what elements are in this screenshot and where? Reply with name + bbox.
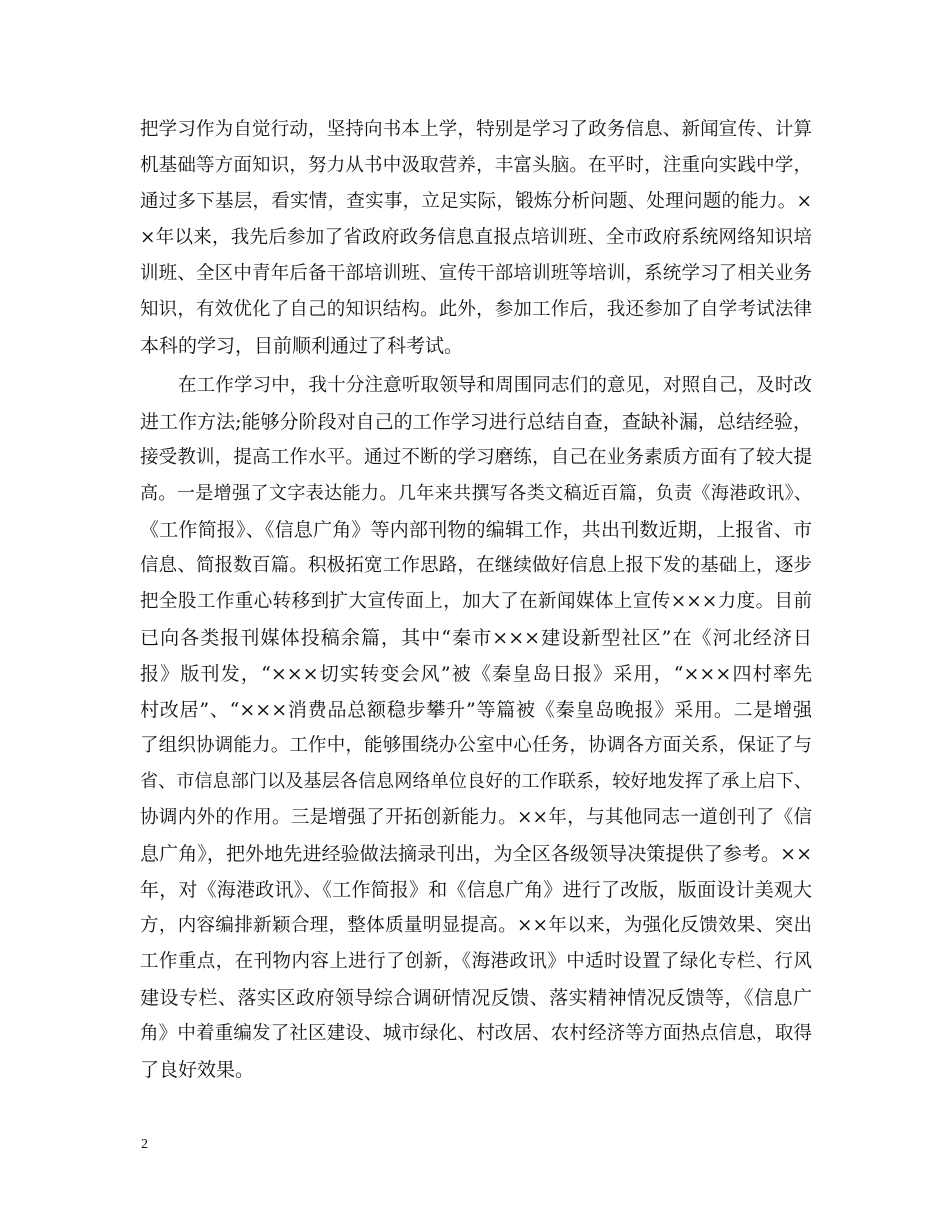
paragraph-2 <box>140 368 812 1088</box>
text-line: 已向各类报刊媒体投稿余篇，其中“秦市×××建设新型社区”在《河北经济日 <box>140 627 812 649</box>
text-line: 建设专栏、落实区政府领导综合调研情况反馈、落实精神情况反馈等，《信息广 <box>140 987 812 1009</box>
text-line: 息广角》，把外地先进经验做法摘录刊出，为全区各级领导决策提供了参考。×× <box>140 843 812 865</box>
text-line: 报》版刊发，“×××切实转变会风”被《秦皇岛日报》采用，“×××四村率先 <box>140 663 812 685</box>
text-line: 本科的学习，目前顺利通过了科考试。 <box>140 335 464 357</box>
text-line: 进工作方法;能够分阶段对自己的工作学习进行总结自查，查缺补漏，总结经验， <box>140 411 812 433</box>
text-line: 《工作简报》、《信息广角》等内部刊物的编辑工作，共出刊数近期，上报省、市 <box>140 519 812 541</box>
text-line: 知识，有效优化了自己的知识结构。此外，参加工作后，我还参加了自学考试法律 <box>140 299 812 320</box>
text-line: 在工作学习中，我十分注意听取领导和周围同志们的意见，对照自己，及时改 <box>178 375 812 396</box>
text-line: 训班、全区中青年后备干部培训班、宣传干部培训班等培训，系统学习了相关业务 <box>140 263 812 284</box>
paragraph-1 <box>140 112 812 364</box>
document-body <box>140 112 812 1088</box>
page-number: 2 <box>141 1137 148 1152</box>
text-line: 机基础等方面知识，努力从书中汲取营养，丰富头脑。在平时，注重向实践中学， <box>140 155 812 176</box>
text-line: 角》中着重编发了社区建设、城市绿化、村改居、农村经济等方面热点信息，取得 <box>140 1023 812 1044</box>
text-line: 工作重点，在刊物内容上进行了创新，《海港政讯》中适时设置了绿化专栏、行风 <box>140 951 812 972</box>
text-line: 协调内外的作用。三是增强了开拓创新能力。××年，与其他同志一道创刊了《信 <box>140 807 812 828</box>
text-line: 了组织协调能力。工作中，能够围绕办公室中心任务，协调各方面关系，保证了与 <box>140 735 812 756</box>
text-line: 把全股工作重心转移到扩大宣传面上，加大了在新闻媒体上宣传×××力度。目前 <box>140 591 812 612</box>
text-line: 把学习作为自觉行动，坚持向书本上学，特别是学习了政务信息、新闻宣传、计算 <box>140 119 812 140</box>
text-line: 通过多下基层，看实情，查实事，立足实际，锻炼分析问题、处理问题的能力。× <box>140 191 812 212</box>
text-line: 信息、简报数百篇。积极拓宽工作思路，在继续做好信息上报下发的基础上，逐步 <box>140 555 812 576</box>
text-line: 接受教训，提高工作水平。通过不断的学习磨练，自己在业务素质方面有了较大提 <box>140 447 812 468</box>
text-line: 年，对《海港政讯》、《工作简报》和《信息广角》进行了改版，版面设计美观大 <box>140 879 812 901</box>
text-line: ×年以来，我先后参加了省政府政务信息直报点培训班、全市政府系统网络知识培 <box>140 227 812 248</box>
text-line: 了良好效果。 <box>140 1059 255 1081</box>
text-line: 省、市信息部门以及基层各信息网络单位良好的工作联系，较好地发挥了承上启下、 <box>140 771 812 792</box>
text-line: 村改居”、“×××消费品总额稳步攀升”等篇被《秦皇岛晚报》采用。二是增强 <box>140 699 812 721</box>
text-line: 方，内容编排新颖合理，整体质量明显提高。××年以来，为强化反馈效果、突出 <box>140 915 812 936</box>
text-line: 高。一是增强了文字表达能力。几年来共撰写各类文稿近百篇，负责《海港政讯》、 <box>140 483 812 504</box>
